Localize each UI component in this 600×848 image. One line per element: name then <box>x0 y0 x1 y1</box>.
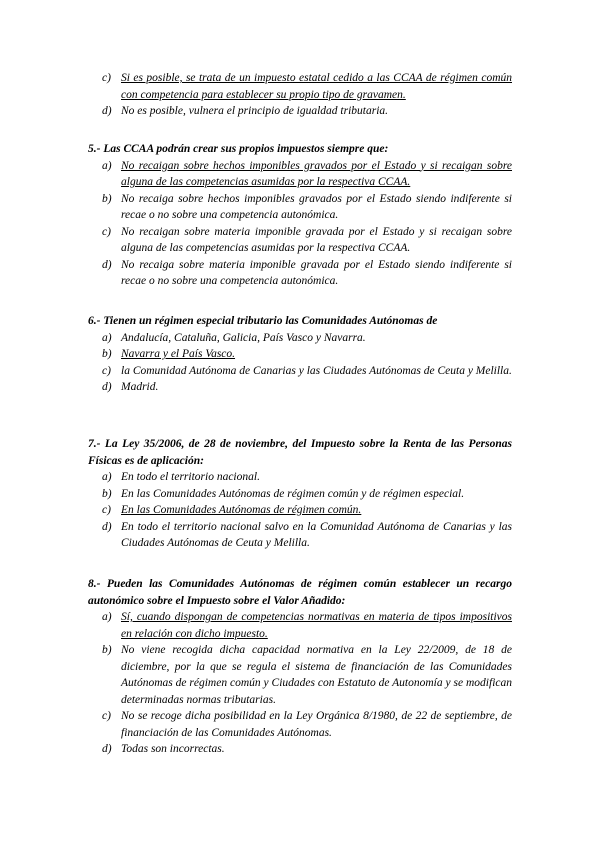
option-letter: a) <box>102 159 112 172</box>
option-text: No recaigan sobre materia imponible gravada por el Estado y si recaigan sobre alguna de las competencias asumidas por la respectiva CCAA. <box>121 225 512 254</box>
option-letter: d) <box>102 520 112 533</box>
option-letter: c) <box>102 710 111 722</box>
option-7d <box>88 519 512 552</box>
question-5 <box>88 141 512 290</box>
option-text-correct: Si es posible, se trata de un impuesto estatal cedido a las CCAA de régimen común con competencia para establecer su propio tipo de gravamen. <box>121 72 512 101</box>
option-letter: c) <box>102 225 111 238</box>
option-text: En todo el territorio nacional. <box>121 471 260 483</box>
question-title: 8.- Pueden las Comunidades Autónomas de régimen común establecer un recargo autonómico sobre el Impuesto sobre el Valor Añadido: <box>88 578 512 607</box>
option-text-correct: En las Comunidades Autónomas de régimen común. <box>121 504 362 516</box>
option-4d <box>88 103 512 120</box>
question-title: 6.- Tienen un régimen especial tributario las Comunidades Autónomas de <box>88 315 438 327</box>
option-letter: a) <box>102 471 112 483</box>
option-text: Andalucía, Cataluña, Galicia, País Vasco y Navarra. <box>121 331 366 344</box>
option-text: No recaiga sobre hechos imponibles gravados por el Estado siendo indiferente si recae o no sobre una competencia autonómica. <box>121 192 512 221</box>
option-text: No se recoge dicha posibilidad en la Ley Orgánica 8/1980, de 22 de septiembre, de financiación de las Comunidades Autónomas. <box>121 710 512 739</box>
question-title: 7.- La Ley 35/2006, de 28 de noviembre, del Impuesto sobre la Renta de las Personas Físicas es de aplicación: <box>88 438 512 467</box>
question-title: 5.- Las CCAA podrán crear sus propios impuestos siempre que: <box>88 143 389 155</box>
option-letter: c) <box>102 72 111 84</box>
option-text: En las Comunidades Autónomas de régimen común y de régimen especial. <box>121 487 465 500</box>
option-letter: d) <box>102 381 112 393</box>
option-text: En todo el territorio nacional salvo en la Comunidad Autónoma de Canarias y las Ciudades Autónomas de Ceuta y Melilla. <box>121 520 512 549</box>
question-6 <box>88 313 512 396</box>
option-4c <box>88 70 512 103</box>
option-7b <box>88 486 512 503</box>
option-letter: c) <box>102 504 111 516</box>
option-letter: a) <box>102 611 112 623</box>
question-4-continuation <box>88 70 512 120</box>
option-8c <box>88 708 512 741</box>
option-letter: b) <box>102 192 112 205</box>
option-letter: a) <box>102 331 112 344</box>
option-letter: d) <box>102 743 112 755</box>
option-text: Todas son incorrectas. <box>121 743 225 755</box>
option-6a <box>88 330 512 347</box>
option-7c <box>88 502 512 519</box>
option-6d <box>88 379 512 396</box>
question-8 <box>88 576 512 758</box>
option-text-correct: No recaigan sobre hechos imponibles gravados por el Estado y si recaigan sobre alguna de las competencias asumidas por la respectiva CCAA. <box>121 159 512 188</box>
option-6c <box>88 363 512 380</box>
option-8d <box>88 741 512 758</box>
option-letter: b) <box>102 644 112 656</box>
option-7a <box>88 469 512 486</box>
option-letter: c) <box>102 364 111 377</box>
option-8a <box>88 609 512 642</box>
option-5a <box>88 158 512 191</box>
option-letter: d) <box>102 105 112 117</box>
option-6b <box>88 346 512 363</box>
option-8b <box>88 642 512 708</box>
option-5c <box>88 224 512 257</box>
option-5d <box>88 257 512 290</box>
option-text-correct: Navarra y el País Vasco. <box>121 348 236 360</box>
question-7 <box>88 436 512 552</box>
option-text: No es posible, vulnera el principio de igualdad tributaria. <box>121 105 389 117</box>
option-text: la Comunidad Autónoma de Canarias y las Ciudades Autónomas de Ceuta y Melilla. <box>121 364 512 377</box>
option-text: Madrid. <box>121 381 159 393</box>
option-letter: b) <box>102 348 112 360</box>
option-letter: b) <box>102 487 112 500</box>
option-5b <box>88 191 512 224</box>
option-letter: d) <box>102 258 112 271</box>
option-text: No viene recogida dicha capacidad normativa en la Ley 22/2009, de 18 de diciembre, por la que se regula el sistema de financiación de las Comunidades Autónomas de régimen común y Ciudades con Estatuto de Autonomía y se modifican determinadas normas tributarias. <box>121 644 512 706</box>
option-text-correct: Sí, cuando dispongan de competencias normativas en materia de tipos impositivos en relación con dicho impuesto. <box>121 611 512 640</box>
option-text: No recaiga sobre materia imponible gravada por el Estado siendo indiferente si recae o no sobre una competencia autonómica. <box>121 258 512 287</box>
